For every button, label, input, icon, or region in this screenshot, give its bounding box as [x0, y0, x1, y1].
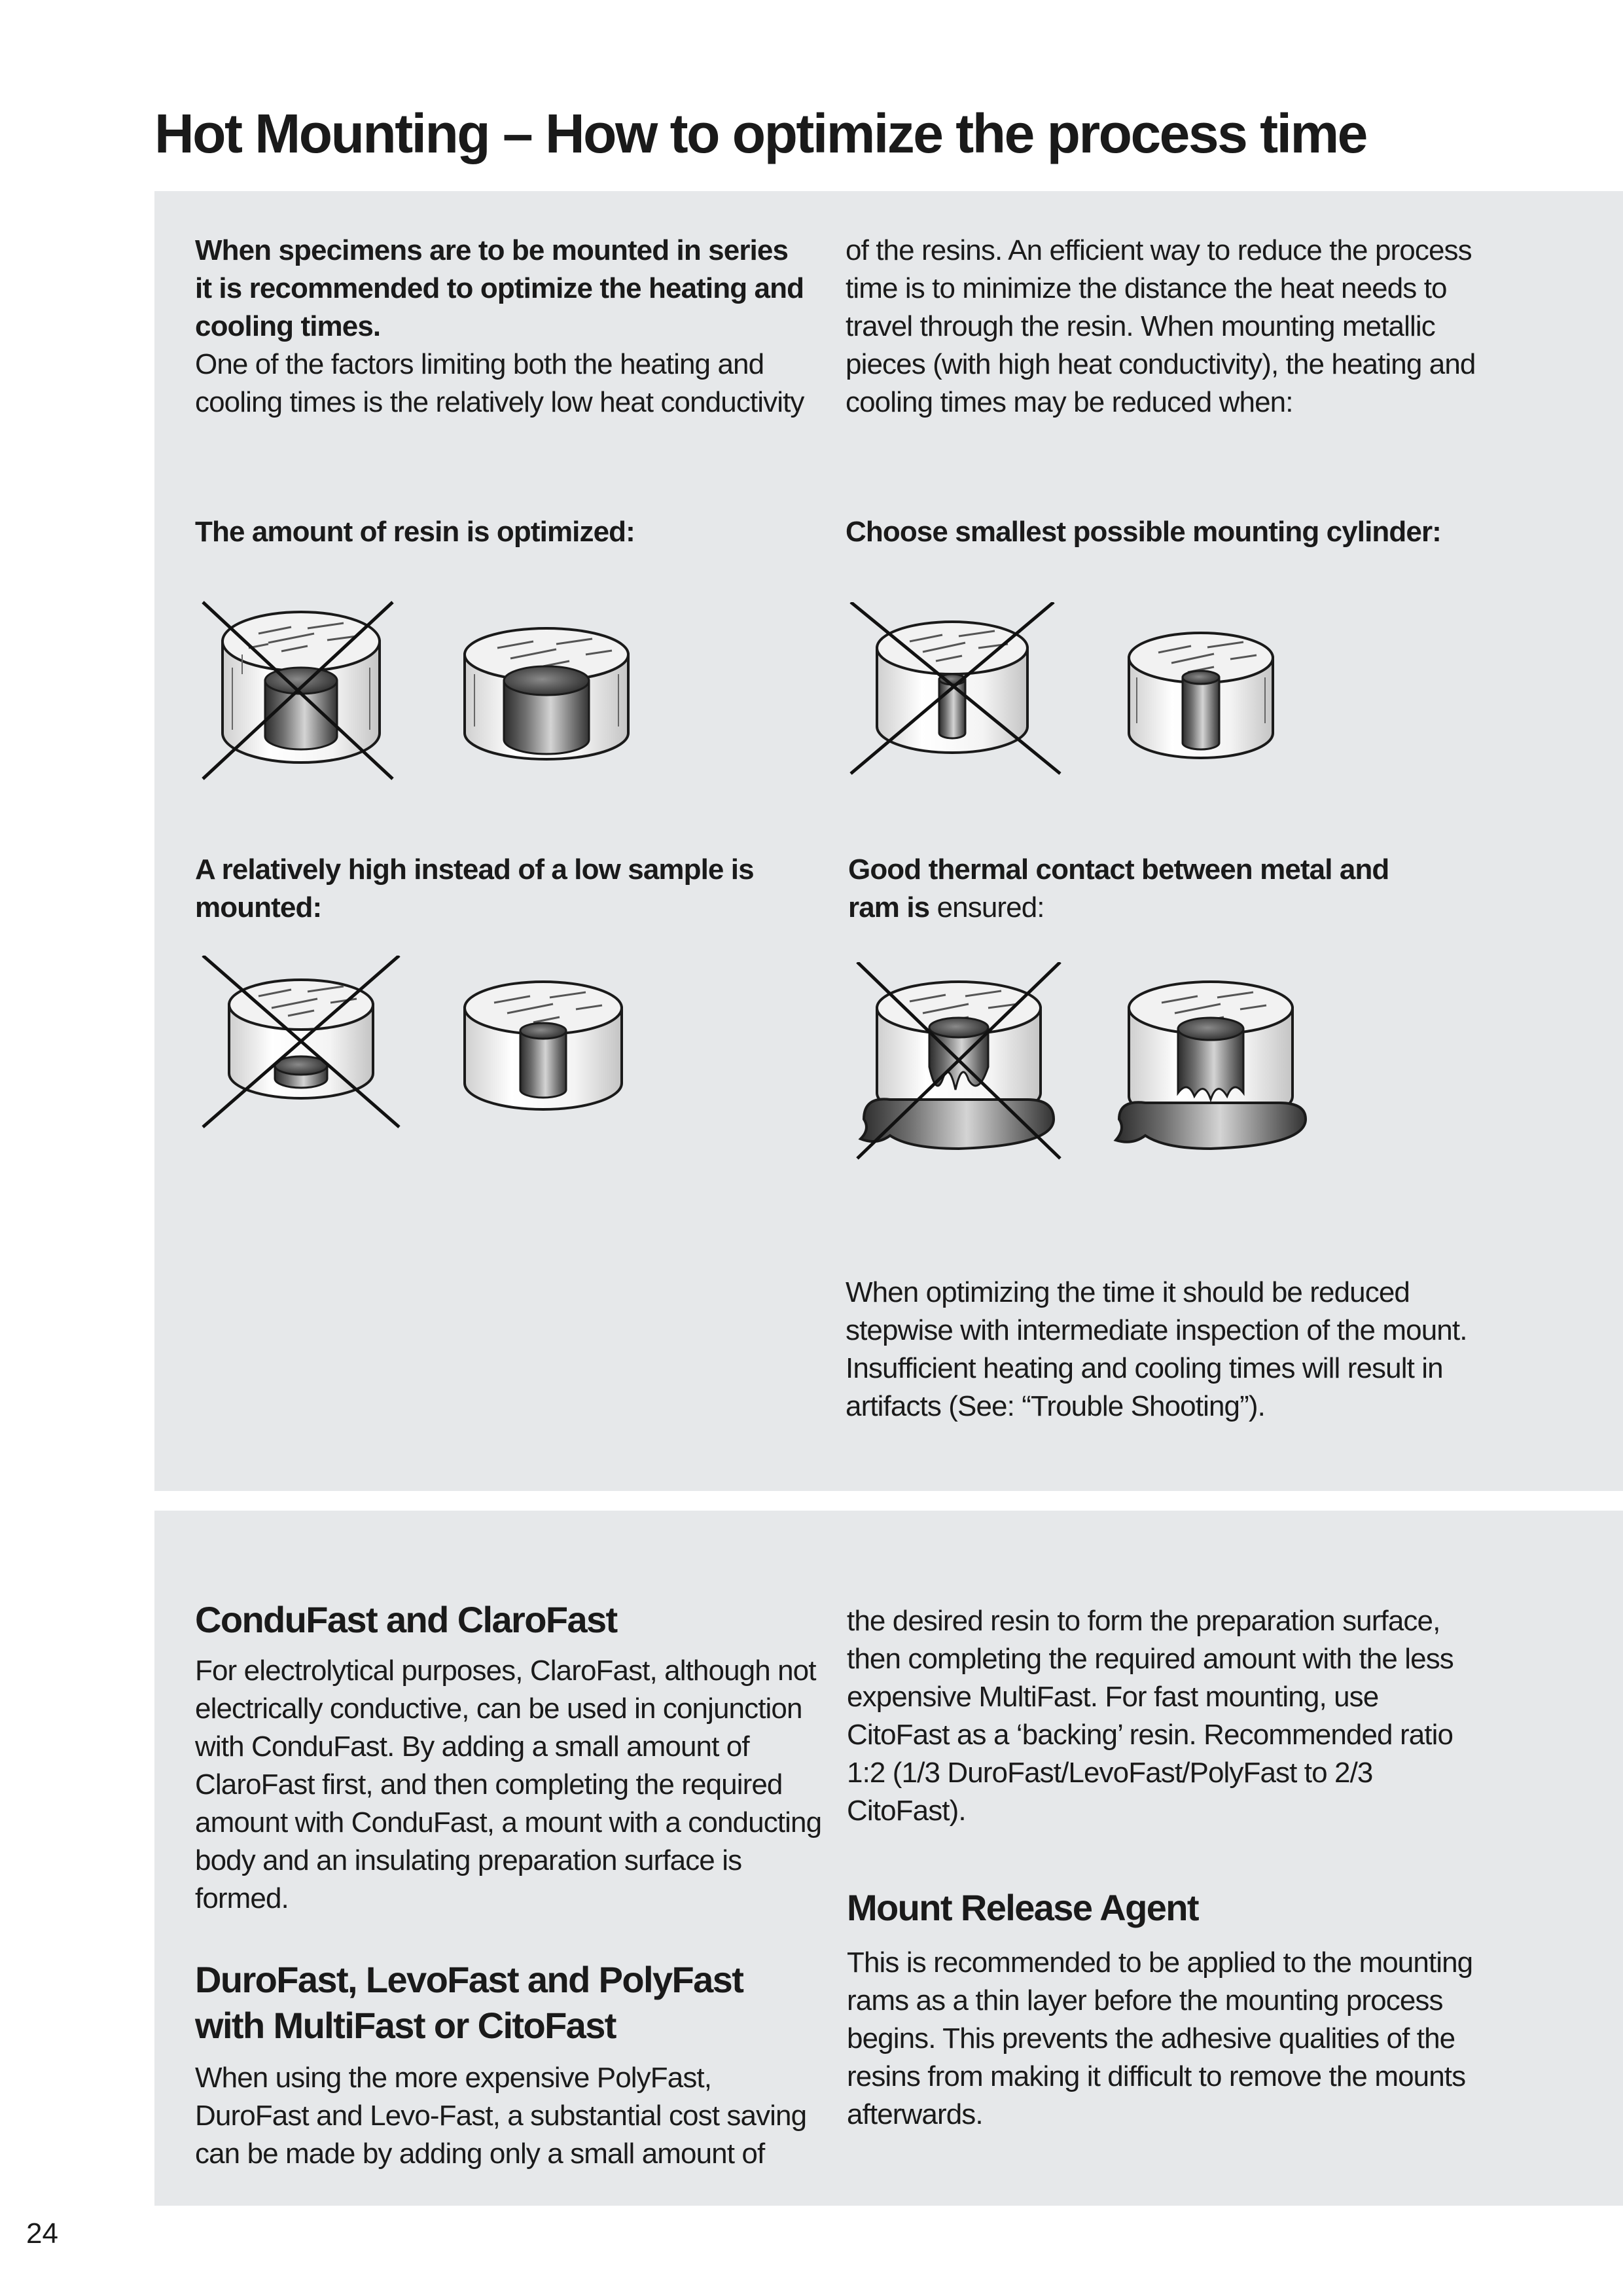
- condufast-body: For electrolytical purposes, ClaroFast, although not electrically conductive, can be used in conjunction with ConduFast. By adding a small amount of ClaroFast first, and then completing the required amount with ConduFast, a mount with a conducting body and an insulating preparation surface is formed.: [195, 1655, 822, 1914]
- tip-thermal-contact: [848, 851, 1437, 927]
- page-number: 24: [26, 2217, 58, 2250]
- illustration-high-sample: [452, 969, 635, 1126]
- intro-col1: One of the factors limiting both the heating and cooling times is the relatively low heat conductivity: [195, 348, 804, 418]
- tip-high-sample: A relatively high instead of a low sample is mounted:: [195, 853, 754, 924]
- heading-durofast-line2: with MultiFast or CitoFast: [195, 2005, 616, 2046]
- release-agent-body: This is recommended to be applied to the mounting rams as a thin layer before the mounting process begins. This prevents the adhesive qualities of the resins from making it difficult to remove the mounts afterwards.: [847, 1946, 1473, 2130]
- illustration-excess-resin-crossed: [196, 589, 406, 785]
- intro-lead: When specimens are to be mounted in series it is recommended to optimize the heating and cooling times.: [195, 234, 804, 342]
- tip-thermal-contact-rest: ensured:: [929, 891, 1044, 924]
- heading-durofast: [195, 1957, 823, 2049]
- page-title: Hot Mounting – How to optimize the process time: [154, 103, 1366, 164]
- illustration-poor-thermal-contact-crossed: [851, 962, 1067, 1172]
- illustration-oversized-cylinder-crossed: [844, 602, 1067, 779]
- intro-col2: of the resins. An efficient way to reduce the process time is to minimize the distance the heat needs to travel through the resin. When mounting metallic pieces (with high heat conductivity), the heating and cooling times may be reduced when:: [846, 234, 1476, 418]
- illustration-good-thermal-contact: [1113, 969, 1309, 1165]
- heading-release-agent: Mount Release Agent: [847, 1887, 1198, 1928]
- illustration-optimized-resin: [452, 615, 641, 772]
- heading-condufast: ConduFast and ClaroFast: [195, 1599, 617, 1640]
- illustration-small-cylinder: [1116, 619, 1286, 776]
- durofast-body-col2: the desired resin to form the preparation surface, then completing the required amount with the less expensive MultiFast. For fast mounting, use CitoFast as a ‘backing’ resin. Recommended ratio 1:2 (1/3 DuroFast/LevoFast/PolyFast to 2/3 CitoFast).: [847, 1605, 1454, 1827]
- tip-resin-amount: The amount of resin is optimized:: [195, 516, 635, 548]
- durofast-body-col1: When using the more expensive PolyFast, DuroFast and Levo-Fast, a substantial cost saving can be made by adding only a small amount of: [195, 2062, 807, 2170]
- illustration-low-sample-crossed: [196, 956, 406, 1132]
- heading-durofast-line1: DuroFast, LevoFast and PolyFast: [195, 1959, 743, 2000]
- tip-thermal-contact-bold: Good thermal contact between metal and ram is: [848, 853, 1389, 924]
- tip-smallest-cylinder: Choose smallest possible mounting cylinder:: [846, 516, 1441, 548]
- optimization-note: When optimizing the time it should be reduced stepwise with intermediate inspection of the mount. Insufficient heating and cooling times will result in artifacts (See: “Trouble Shooting”).: [846, 1276, 1467, 1422]
